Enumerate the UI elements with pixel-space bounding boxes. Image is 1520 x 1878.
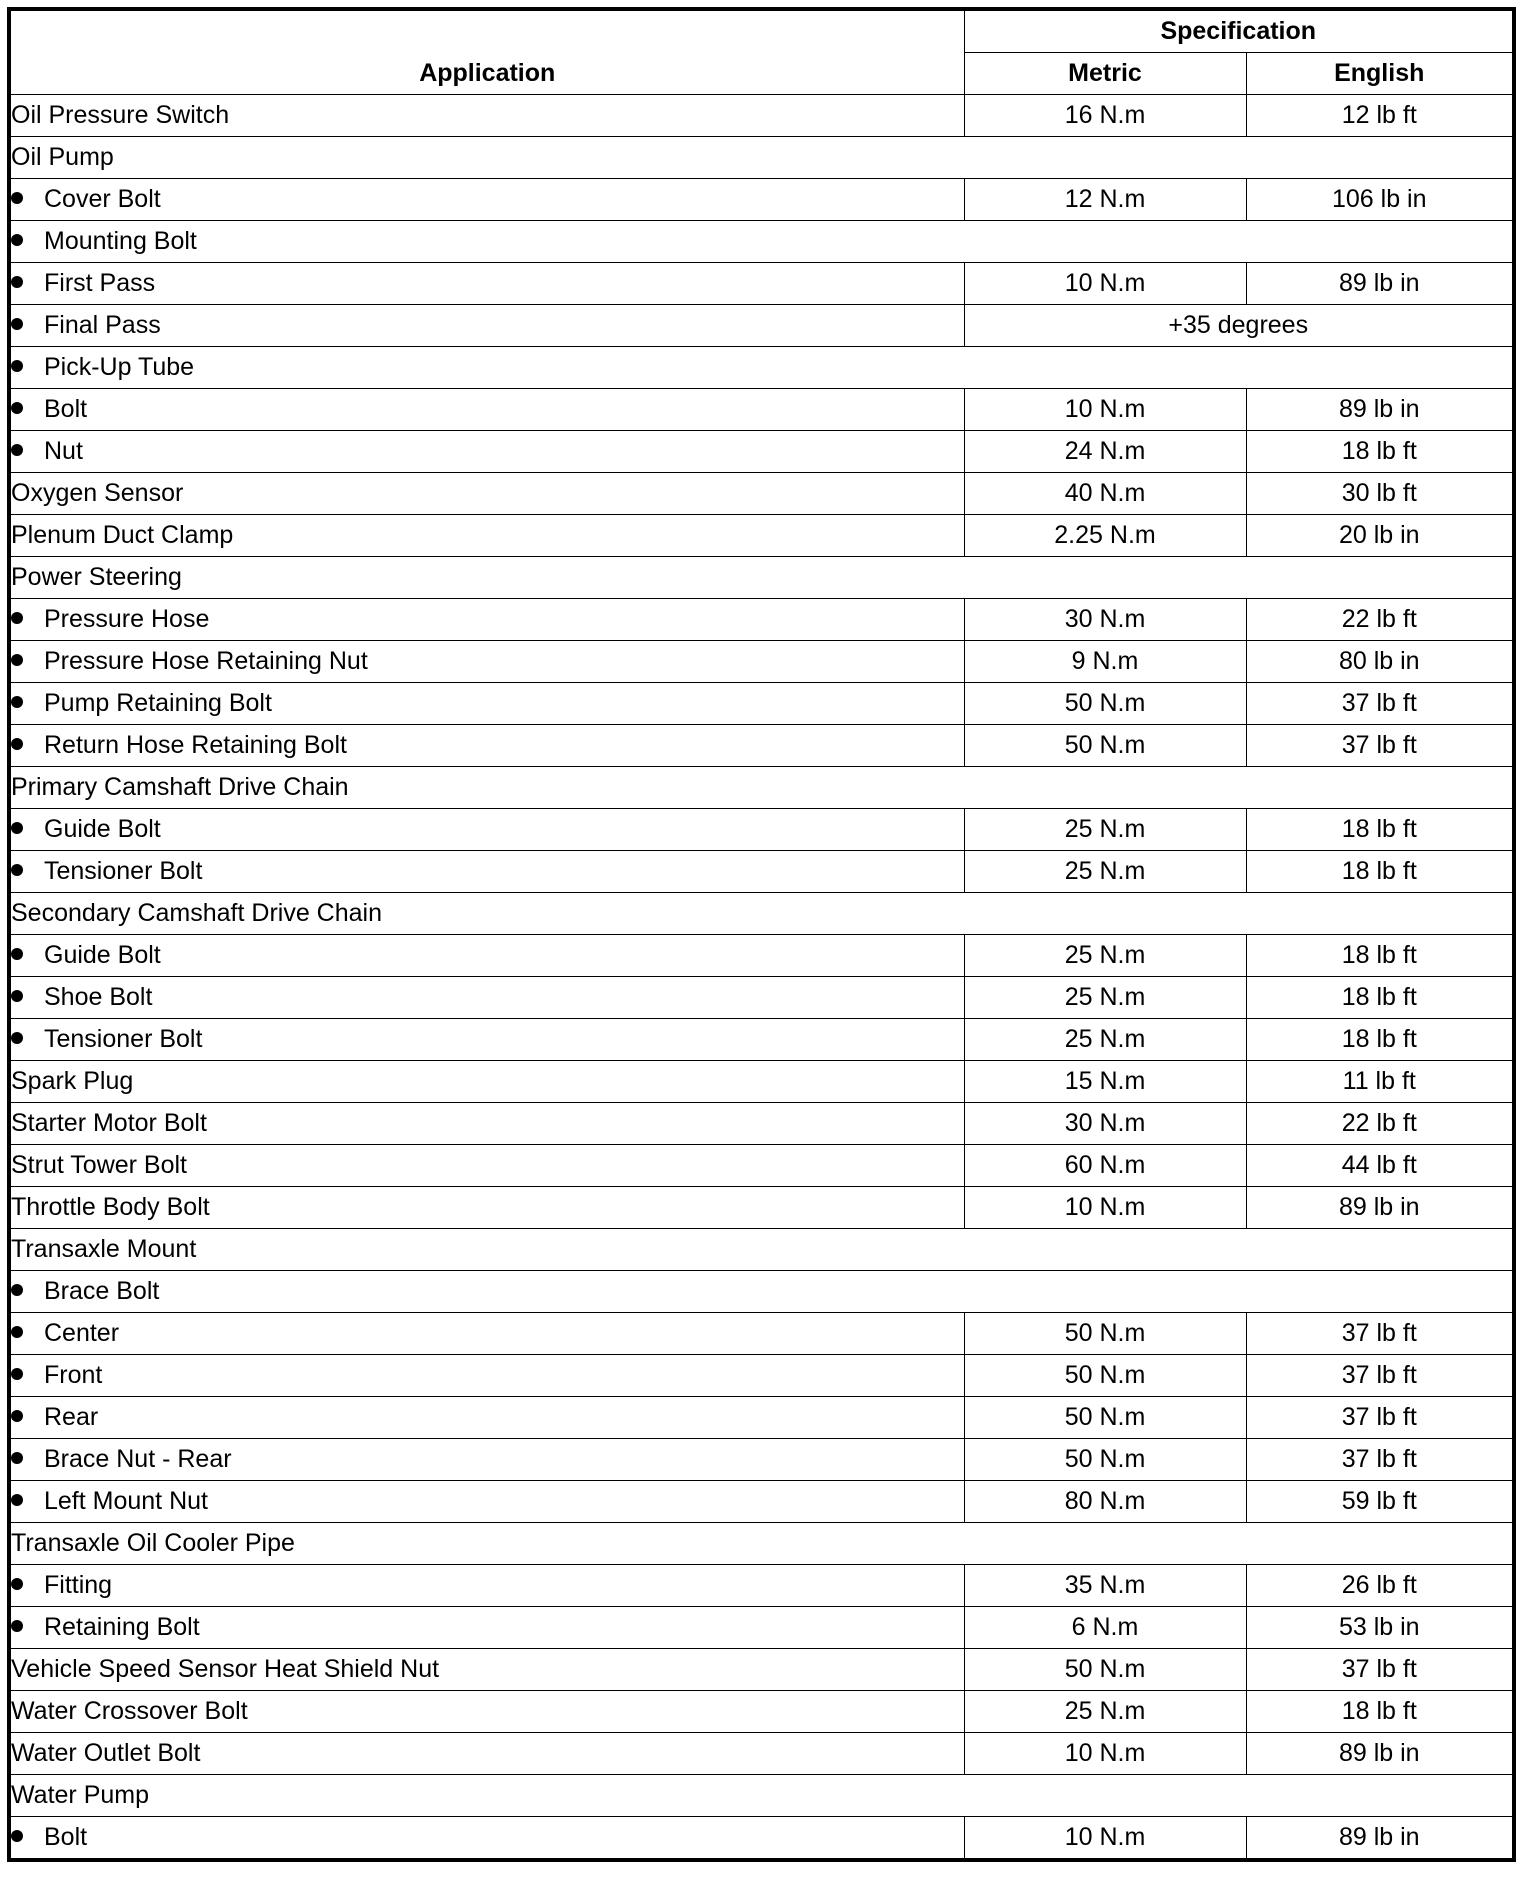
english-cell: 18 lb ft (1246, 809, 1514, 851)
application-cell (9, 767, 1514, 809)
application-label: Oxygen Sensor (11, 479, 184, 507)
application-cell (9, 389, 964, 431)
application-label: Fitting (44, 1571, 113, 1599)
metric-cell: 10 N.m (964, 389, 1246, 431)
application-label: Secondary Camshaft Drive Chain (11, 899, 382, 927)
english-cell: 53 lb in (1246, 1607, 1514, 1649)
english-cell: 89 lb in (1246, 1187, 1514, 1229)
bullet-icon (11, 1410, 23, 1422)
application-label: Front (44, 1361, 103, 1389)
application-cell (9, 1565, 964, 1607)
metric-cell: 25 N.m (964, 809, 1246, 851)
english-cell: 37 lb ft (1246, 725, 1514, 767)
english-cell: 59 lb ft (1246, 1481, 1514, 1523)
application-label: Starter Motor Bolt (11, 1109, 207, 1137)
application-label: Nut (44, 437, 83, 465)
application-cell (9, 221, 1514, 263)
application-label: First Pass (44, 269, 156, 297)
application-label: Plenum Duct Clamp (11, 521, 234, 549)
english-cell: 22 lb ft (1246, 1103, 1514, 1145)
application-label: Transaxle Mount (11, 1235, 197, 1263)
application-cell (9, 1607, 964, 1649)
table-section-row (9, 137, 1514, 179)
metric-cell: 9 N.m (964, 641, 1246, 683)
application-cell (9, 1229, 1514, 1271)
metric-cell: 25 N.m (964, 935, 1246, 977)
application-cell (9, 1145, 964, 1187)
english-cell: 89 lb in (1246, 1733, 1514, 1775)
bullet-icon (11, 192, 23, 204)
table-row (9, 515, 1514, 557)
metric-cell: 15 N.m (964, 1061, 1246, 1103)
application-label: Power Steering (11, 563, 182, 591)
bullet-icon (11, 444, 23, 456)
table-section-row (9, 557, 1514, 599)
metric-cell: 50 N.m (964, 725, 1246, 767)
table-section-row (9, 1229, 1514, 1271)
table-row (9, 599, 1514, 641)
application-label: Bolt (44, 395, 88, 423)
application-label: Primary Camshaft Drive Chain (11, 773, 349, 801)
table-row (9, 1019, 1514, 1061)
application-label: Strut Tower Bolt (11, 1151, 188, 1179)
bullet-icon (11, 1284, 23, 1296)
metric-cell: 60 N.m (964, 1145, 1246, 1187)
bullet-icon (11, 1494, 23, 1506)
application-label: Guide Bolt (44, 941, 161, 969)
english-cell: 106 lb in (1246, 179, 1514, 221)
application-cell (9, 347, 1514, 389)
torque-spec-table (7, 7, 1516, 1862)
application-cell (9, 893, 1514, 935)
metric-cell: 6 N.m (964, 1607, 1246, 1649)
metric-cell: 25 N.m (964, 851, 1246, 893)
metric-cell: 10 N.m (964, 1187, 1246, 1229)
table-row (9, 179, 1514, 221)
bullet-icon (11, 402, 23, 414)
application-cell (9, 851, 964, 893)
metric-cell: 10 N.m (964, 1817, 1246, 1861)
table-row (9, 305, 1514, 347)
application-cell (9, 1061, 964, 1103)
english-cell: 18 lb ft (1246, 1019, 1514, 1061)
english-cell: 18 lb ft (1246, 1691, 1514, 1733)
metric-cell: 50 N.m (964, 683, 1246, 725)
table-body (9, 95, 1514, 1861)
metric-cell: 80 N.m (964, 1481, 1246, 1523)
application-cell (9, 95, 964, 137)
application-label: Return Hose Retaining Bolt (44, 731, 347, 759)
english-cell: 37 lb ft (1246, 683, 1514, 725)
application-label: Oil Pressure Switch (11, 101, 230, 129)
metric-cell: 30 N.m (964, 1103, 1246, 1145)
application-cell (9, 1481, 964, 1523)
application-label: Water Outlet Bolt (11, 1739, 201, 1767)
application-label: Center (44, 1319, 120, 1347)
metric-cell: 2.25 N.m (964, 515, 1246, 557)
metric-cell: 50 N.m (964, 1397, 1246, 1439)
table-row (9, 473, 1514, 515)
application-cell (9, 515, 964, 557)
application-cell (9, 1733, 964, 1775)
table-row (9, 1691, 1514, 1733)
metric-cell: 25 N.m (964, 1019, 1246, 1061)
table-row (9, 1733, 1514, 1775)
bullet-icon (11, 864, 23, 876)
application-label: Tensioner Bolt (44, 1025, 203, 1053)
application-cell (9, 935, 964, 977)
bullet-icon (11, 360, 23, 372)
english-cell: 12 lb ft (1246, 95, 1514, 137)
application-label: Cover Bolt (44, 185, 161, 213)
table-row (9, 1649, 1514, 1691)
english-cell: 37 lb ft (1246, 1649, 1514, 1691)
english-cell: 22 lb ft (1246, 599, 1514, 641)
table-row (9, 1355, 1514, 1397)
specification-cell: +35 degrees (964, 305, 1514, 347)
english-cell: 18 lb ft (1246, 935, 1514, 977)
table-section-row (9, 1775, 1514, 1817)
table-row (9, 1817, 1514, 1861)
application-cell (9, 557, 1514, 599)
application-cell (9, 1775, 1514, 1817)
application-cell (9, 1397, 964, 1439)
application-label: Oil Pump (11, 143, 114, 171)
application-cell (9, 977, 964, 1019)
application-cell (9, 1313, 964, 1355)
application-label: Brace Bolt (44, 1277, 160, 1305)
application-label: Pick-Up Tube (44, 353, 195, 381)
english-cell: 80 lb in (1246, 641, 1514, 683)
table-row (9, 431, 1514, 473)
bullet-icon (11, 822, 23, 834)
english-cell: 89 lb in (1246, 389, 1514, 431)
metric-cell: 24 N.m (964, 431, 1246, 473)
table-row (9, 1313, 1514, 1355)
application-label: Throttle Body Bolt (11, 1193, 210, 1221)
application-label: Bolt (44, 1823, 88, 1851)
application-label: Water Crossover Bolt (11, 1697, 248, 1725)
bullet-icon (11, 1452, 23, 1464)
bullet-icon (11, 1032, 23, 1044)
bullet-icon (11, 948, 23, 960)
metric-cell: 50 N.m (964, 1313, 1246, 1355)
application-label: Transaxle Oil Cooler Pipe (11, 1529, 295, 1557)
bullet-icon (11, 738, 23, 750)
table-section-row (9, 221, 1514, 263)
english-cell: 18 lb ft (1246, 977, 1514, 1019)
application-label: Brace Nut - Rear (44, 1445, 232, 1473)
table-header (9, 9, 1514, 95)
english-cell: 37 lb ft (1246, 1355, 1514, 1397)
metric-cell: 16 N.m (964, 95, 1246, 137)
english-cell: 30 lb ft (1246, 473, 1514, 515)
english-cell: 37 lb ft (1246, 1313, 1514, 1355)
metric-cell: 35 N.m (964, 1565, 1246, 1607)
application-cell (9, 1355, 964, 1397)
application-cell (9, 473, 964, 515)
table-row (9, 1439, 1514, 1481)
bullet-icon (11, 1620, 23, 1632)
table-row (9, 683, 1514, 725)
bullet-icon (11, 1578, 23, 1590)
table-row (9, 1481, 1514, 1523)
english-cell: 89 lb in (1246, 263, 1514, 305)
table-row (9, 725, 1514, 767)
application-label: Shoe Bolt (44, 983, 153, 1011)
application-label: Water Pump (11, 1781, 150, 1809)
application-cell (9, 1019, 964, 1061)
table-row (9, 851, 1514, 893)
application-label: Final Pass (44, 311, 161, 339)
table-row (9, 935, 1514, 977)
table-section-row (9, 347, 1514, 389)
application-cell (9, 683, 964, 725)
table-section-row (9, 1271, 1514, 1313)
english-cell: 37 lb ft (1246, 1397, 1514, 1439)
application-label: Pressure Hose Retaining Nut (44, 647, 368, 675)
application-label: Vehicle Speed Sensor Heat Shield Nut (11, 1655, 440, 1683)
bullet-icon (11, 276, 23, 288)
application-cell (9, 1439, 964, 1481)
english-cell: 37 lb ft (1246, 1439, 1514, 1481)
application-cell (9, 1817, 964, 1861)
application-label: Guide Bolt (44, 815, 161, 843)
application-cell (9, 137, 1514, 179)
bullet-icon (11, 612, 23, 624)
table-row (9, 389, 1514, 431)
bullet-icon (11, 696, 23, 708)
header-application: Application (9, 9, 964, 95)
application-label: Retaining Bolt (44, 1613, 200, 1641)
application-cell (9, 1523, 1514, 1565)
application-label: Pump Retaining Bolt (44, 689, 272, 717)
metric-cell: 25 N.m (964, 977, 1246, 1019)
application-cell (9, 431, 964, 473)
english-cell: 11 lb ft (1246, 1061, 1514, 1103)
bullet-icon (11, 234, 23, 246)
table-row (9, 1145, 1514, 1187)
application-cell (9, 1187, 964, 1229)
application-label: Mounting Bolt (44, 227, 197, 255)
metric-cell: 50 N.m (964, 1439, 1246, 1481)
bullet-icon (11, 1368, 23, 1380)
bullet-icon (11, 654, 23, 666)
application-label: Left Mount Nut (44, 1487, 208, 1515)
english-cell: 20 lb in (1246, 515, 1514, 557)
metric-cell: 50 N.m (964, 1649, 1246, 1691)
application-cell (9, 809, 964, 851)
metric-cell: 10 N.m (964, 263, 1246, 305)
bullet-icon (11, 990, 23, 1002)
metric-cell: 10 N.m (964, 1733, 1246, 1775)
table-row (9, 1607, 1514, 1649)
table-row (9, 1397, 1514, 1439)
metric-cell: 30 N.m (964, 599, 1246, 641)
application-cell (9, 263, 964, 305)
english-cell: 44 lb ft (1246, 1145, 1514, 1187)
application-label: Pressure Hose (44, 605, 210, 633)
metric-cell: 25 N.m (964, 1691, 1246, 1733)
application-label: Rear (44, 1403, 99, 1431)
table-row (9, 95, 1514, 137)
header-english: English (1246, 53, 1514, 95)
application-cell (9, 1691, 964, 1733)
metric-cell: 40 N.m (964, 473, 1246, 515)
metric-cell: 50 N.m (964, 1355, 1246, 1397)
table-row (9, 263, 1514, 305)
application-cell (9, 725, 964, 767)
header-specification: Specification (964, 9, 1514, 53)
application-cell (9, 599, 964, 641)
bullet-icon (11, 1326, 23, 1338)
english-cell: 89 lb in (1246, 1817, 1514, 1861)
table-row (9, 1187, 1514, 1229)
application-cell (9, 1103, 964, 1145)
application-label: Tensioner Bolt (44, 857, 203, 885)
table-row (9, 809, 1514, 851)
application-cell (9, 179, 964, 221)
table-row (9, 641, 1514, 683)
table-row (9, 977, 1514, 1019)
table-row (9, 1565, 1514, 1607)
application-cell (9, 1649, 964, 1691)
metric-cell: 12 N.m (964, 179, 1246, 221)
bullet-icon (11, 318, 23, 330)
table-row (9, 1061, 1514, 1103)
bullet-icon (11, 1830, 23, 1842)
english-cell: 26 lb ft (1246, 1565, 1514, 1607)
table-row (9, 1103, 1514, 1145)
application-cell (9, 1271, 1514, 1313)
table-section-row (9, 893, 1514, 935)
application-cell (9, 641, 964, 683)
table-section-row (9, 1523, 1514, 1565)
application-cell (9, 305, 964, 347)
english-cell: 18 lb ft (1246, 851, 1514, 893)
application-label: Spark Plug (11, 1067, 134, 1095)
english-cell: 18 lb ft (1246, 431, 1514, 473)
header-metric: Metric (964, 53, 1246, 95)
table-section-row (9, 767, 1514, 809)
